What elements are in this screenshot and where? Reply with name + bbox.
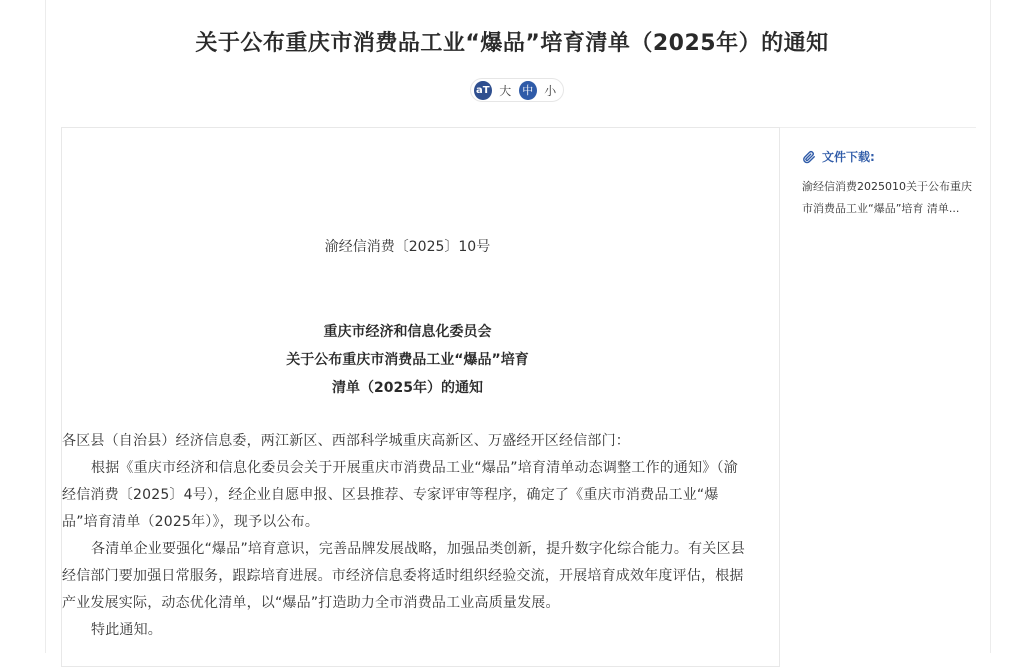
- body-paragraph: 根据《重庆市经济和信息化委员会关于开展重庆市消费品工业“爆品”培育清单动态调整工作的通知》（渝经信消费〔2025〕4号），经企业自愿申报、区县推荐、专家评审等程序，确定了《重庆市消费品工业“爆品”培育清单（2025年）》，现予以公布。: [62, 460, 738, 530]
- font-size-control: [470, 78, 564, 102]
- font-size-icon: aT: [474, 81, 492, 100]
- closing-paragraph: 特此通知。: [91, 622, 162, 638]
- file-download-title: 文件下载:: [822, 150, 875, 164]
- body-paragraph: 各清单企业要强化“爆品”培育意识，完善品牌发展战略，加强品类创新，提升数字化综合能力。有关区县经信部门要加强日常服务，跟踪培育进展。市经济信息委将适时组织经验交流，开展培育成效年度评估，根据产业发展实际，动态优化清单，以“爆品”打造助力全市消费品工业高质量发展。: [62, 541, 745, 611]
- heading-line: 关于公布重庆市消费品工业“爆品”培育: [286, 352, 529, 368]
- heading-line: 清单（2025年）的通知: [332, 380, 483, 396]
- file-download-panel: [802, 148, 977, 220]
- font-size-small-button[interactable]: 小: [544, 83, 557, 98]
- sidebar-divider: [780, 127, 976, 128]
- heading-line: 重庆市经济和信息化委员会: [323, 324, 492, 340]
- document-body: [62, 428, 752, 644]
- paperclip-icon: [802, 150, 816, 164]
- document-heading: [61, 318, 754, 402]
- font-size-medium-button[interactable]: 中: [519, 81, 537, 100]
- salutation-paragraph: 各区县（自治县）经济信息委，两江新区、西部科学城重庆高新区、万盛经开区经信部门：: [62, 433, 630, 449]
- font-size-large-button[interactable]: 大: [499, 83, 512, 98]
- file-download-link[interactable]: 渝经信消费2025010关于公布重庆市消费品工业“爆品”培育 清单...: [802, 180, 972, 215]
- page-title: 关于公布重庆市消费品工业“爆品”培育清单（2025年）的通知: [195, 31, 829, 56]
- file-download-header: [802, 148, 977, 165]
- document-number: 渝经信消费〔2025〕10号: [324, 239, 491, 255]
